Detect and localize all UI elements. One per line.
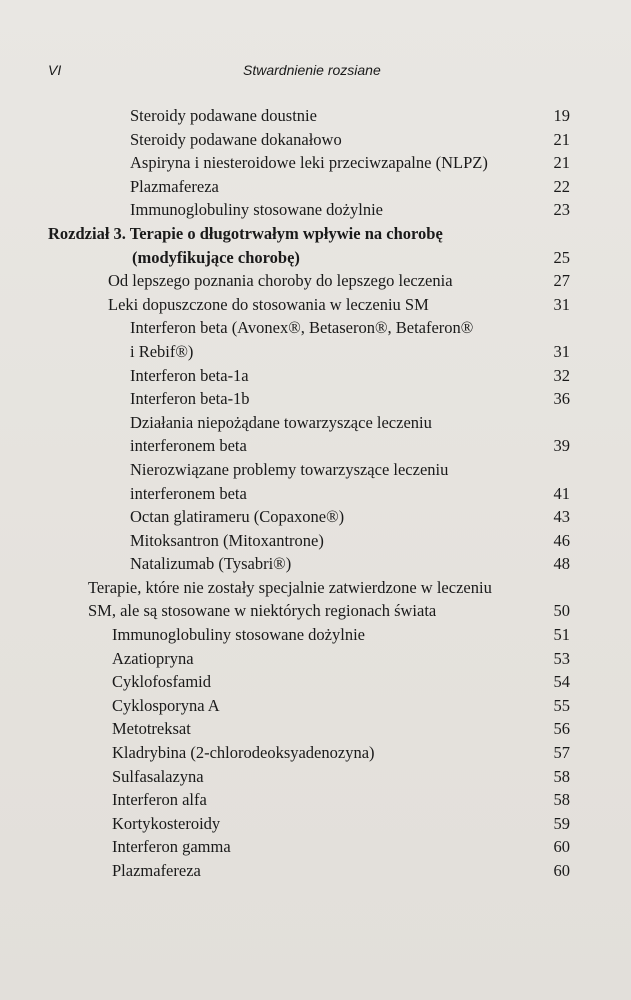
toc-entry-page: 53 bbox=[553, 648, 570, 668]
toc-entry-page: 55 bbox=[553, 695, 570, 715]
toc-entry-title: Steroidy podawane doustnie bbox=[130, 106, 317, 125]
toc-entry-page: 48 bbox=[553, 554, 570, 574]
toc-entry-title: Metotreksat bbox=[112, 719, 191, 739]
toc-entry-page: 32 bbox=[553, 365, 570, 385]
toc-entry-title: Terapie, które nie zostały specjalnie zatwierdzone w leczeniu bbox=[88, 577, 492, 597]
toc-entry-title: Sulfasalazyna bbox=[112, 766, 204, 786]
toc-entry bbox=[48, 458, 570, 482]
toc-entry bbox=[48, 505, 570, 529]
toc-entry bbox=[48, 198, 570, 222]
toc-entry-title: Natalizumab (Tysabri®) bbox=[130, 554, 292, 574]
toc-entry bbox=[48, 765, 570, 789]
toc-entry bbox=[48, 482, 570, 506]
toc-entry-page: 57 bbox=[553, 743, 570, 763]
toc-entry bbox=[48, 694, 570, 718]
toc-entry-page: 31 bbox=[553, 341, 570, 361]
toc-entry-page: 50 bbox=[553, 601, 570, 621]
toc-entry bbox=[48, 269, 570, 293]
toc-entry-page: 58 bbox=[553, 766, 570, 786]
toc-entry-title: SM, ale są stosowane w niektórych regionach świata bbox=[88, 601, 437, 621]
toc-entry-title: Leki dopuszczone do stosowania w leczeniu SM bbox=[108, 294, 429, 314]
toc-entry bbox=[48, 175, 570, 199]
toc-entry bbox=[48, 647, 570, 671]
toc-entry bbox=[48, 741, 570, 765]
toc-entry bbox=[48, 222, 570, 246]
toc-entry-page: 56 bbox=[553, 719, 570, 739]
toc-entry-title: Azatiopryna bbox=[112, 648, 194, 668]
toc-entry-page: 23 bbox=[553, 200, 570, 220]
toc-entry-title: Nierozwiązane problemy towarzyszące leczeniu bbox=[130, 459, 449, 479]
toc-entry-title: Interferon beta (Avonex®, Betaseron®, Betaferon® bbox=[130, 318, 474, 338]
toc-entry-title: Immunoglobuliny stosowane dożylnie bbox=[130, 200, 383, 220]
toc-entry-page: 21 bbox=[553, 153, 570, 173]
toc-entry-title: Interferon gamma bbox=[112, 837, 231, 857]
toc-entry bbox=[48, 717, 570, 741]
toc-entry-page: 36 bbox=[553, 389, 570, 409]
toc-entry-title: Plazmafereza bbox=[112, 861, 201, 880]
toc-entry bbox=[48, 788, 570, 812]
toc-entry-title: Rozdział 3. Terapie o długotrwałym wpływie na chorobę bbox=[48, 223, 443, 243]
toc-entry bbox=[48, 576, 570, 600]
toc-entry bbox=[48, 293, 570, 317]
toc-entry-page: 39 bbox=[553, 436, 570, 456]
page-number: VI bbox=[48, 62, 62, 78]
toc-entry bbox=[48, 151, 570, 175]
toc-entry-title: Interferon beta-1a bbox=[130, 365, 249, 385]
toc-entry-page: 60 bbox=[553, 837, 570, 857]
toc-entry bbox=[48, 411, 570, 435]
toc-entry bbox=[48, 316, 570, 340]
toc-entry-page: 60 bbox=[553, 861, 570, 880]
toc-entry-page: 31 bbox=[553, 294, 570, 314]
book-title: Stwardnienie rozsiane bbox=[243, 62, 381, 78]
toc-entry-title: Od lepszego poznania choroby do lepszego leczenia bbox=[108, 271, 453, 291]
toc-entry bbox=[48, 670, 570, 694]
toc-entry-title: Mitoksantron (Mitoxantrone) bbox=[130, 530, 324, 550]
toc-entry-page: 41 bbox=[553, 483, 570, 503]
toc-entry-title: Działania niepożądane towarzyszące leczeniu bbox=[130, 412, 432, 432]
toc-entry-page: 21 bbox=[553, 129, 570, 149]
toc-entry bbox=[48, 364, 570, 388]
toc-entry bbox=[48, 246, 570, 270]
toc-entry-title: Cyklofosfamid bbox=[112, 672, 211, 692]
toc-entry bbox=[48, 529, 570, 553]
toc-entry-page: 43 bbox=[553, 507, 570, 527]
toc-entry bbox=[48, 835, 570, 859]
toc-entry-title: Kortykosteroidy bbox=[112, 813, 221, 833]
toc-entry-title: Cyklosporyna A bbox=[112, 695, 220, 715]
toc-entry bbox=[48, 859, 570, 883]
toc-entry-title: interferonem beta bbox=[130, 436, 247, 456]
toc-entry bbox=[48, 128, 570, 152]
toc-entry-page: 27 bbox=[553, 271, 570, 291]
toc-entry-title: Steroidy podawane dokanałowo bbox=[130, 129, 342, 149]
toc-entry-title: Interferon alfa bbox=[112, 790, 207, 810]
toc-entry bbox=[48, 599, 570, 623]
toc-entry-title: Octan glatirameru (Copaxone®) bbox=[130, 507, 345, 527]
toc-entry bbox=[48, 340, 570, 364]
toc-entry-page: 25 bbox=[553, 247, 570, 267]
toc-entry-title: (modyfikujące chorobę) bbox=[132, 247, 300, 267]
toc-entry bbox=[48, 434, 570, 458]
toc-entry-title: Kladrybina (2-chlorodeoksyadenozyna) bbox=[112, 743, 375, 763]
toc-entry-page: 54 bbox=[553, 672, 570, 692]
toc-entry-title: Interferon beta-1b bbox=[130, 389, 250, 409]
toc-entry-page: 58 bbox=[553, 790, 570, 810]
toc-entry-title: Aspiryna i niesteroidowe leki przeciwzapalne (NLPZ) bbox=[130, 153, 488, 173]
table-of-contents bbox=[48, 104, 570, 883]
toc-entry-title: Plazmafereza bbox=[130, 176, 219, 196]
toc-entry bbox=[48, 387, 570, 411]
toc-entry bbox=[48, 104, 570, 128]
toc-entry-title: i Rebif®) bbox=[130, 341, 194, 361]
toc-entry bbox=[48, 552, 570, 576]
toc-entry bbox=[48, 812, 570, 836]
toc-entry bbox=[48, 623, 570, 647]
toc-entry-page: 51 bbox=[553, 625, 570, 645]
toc-entry-title: interferonem beta bbox=[130, 483, 247, 503]
toc-entry-page: 59 bbox=[553, 813, 570, 833]
toc-entry-page: 46 bbox=[553, 530, 570, 550]
toc-entry-title: Immunoglobuliny stosowane dożylnie bbox=[112, 625, 365, 645]
running-head bbox=[48, 62, 568, 82]
toc-entry-page: 19 bbox=[553, 106, 570, 125]
toc-entry-page: 22 bbox=[553, 176, 570, 196]
